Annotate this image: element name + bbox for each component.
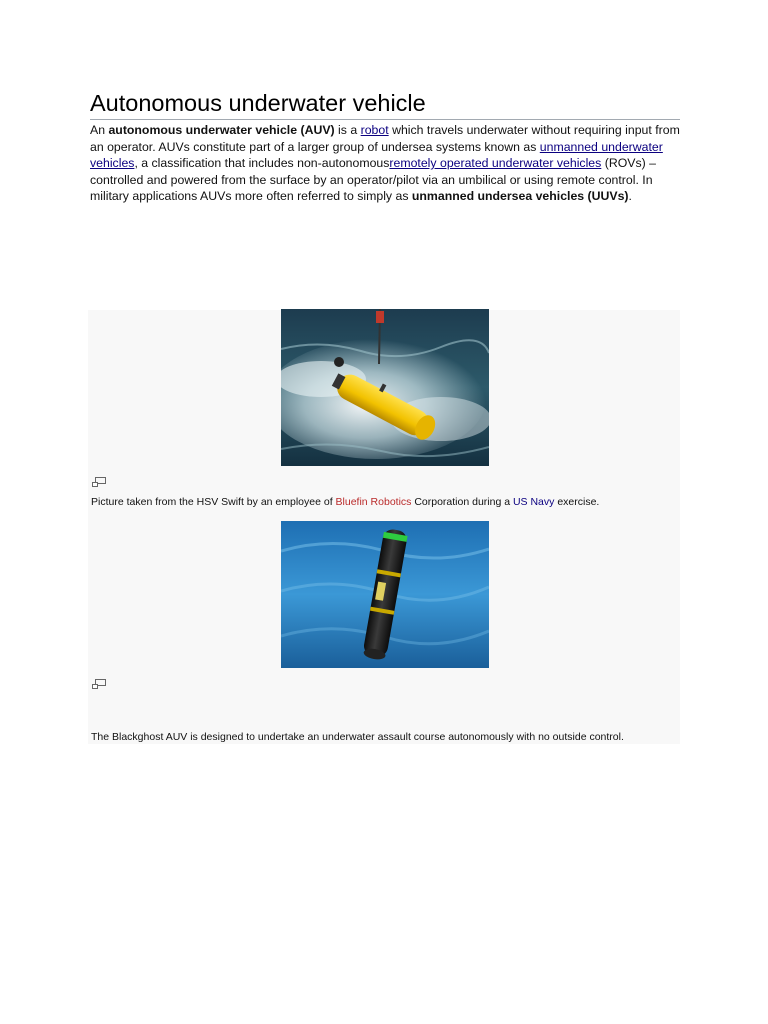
intro-bold-uuv: unmanned undersea vehicles (UUVs): [411, 189, 629, 204]
caption-bluefin: [91, 496, 676, 509]
link-unmanned-underwater-vehicles[interactable]: unmanned underwater vehicles: [90, 139, 663, 171]
article: [90, 88, 680, 205]
link-us-navy[interactable]: US Navy: [512, 496, 555, 508]
link-bluefin-robotics[interactable]: Bluefin Robotics: [335, 496, 412, 508]
intro-text: .: [628, 189, 632, 204]
auv-photo-bluefin[interactable]: [281, 309, 489, 466]
caption-text: exercise.: [554, 496, 600, 508]
magnify-clip-icon[interactable]: [92, 477, 106, 487]
caption-text: Picture taken from the HSV Swift by an employee of: [91, 496, 336, 508]
caption-text: Corporation during a: [411, 496, 513, 508]
intro-paragraph: [90, 122, 680, 205]
auv-photo-blackghost[interactable]: [281, 521, 489, 668]
intro-bold-auv: autonomous underwater vehicle (AUV): [108, 123, 335, 137]
link-robot[interactable]: robot: [360, 123, 389, 137]
link-remotely-operated-vehicles[interactable]: remotely operated underwater vehicles: [389, 156, 602, 171]
intro-text: An: [90, 123, 109, 137]
magnify-clip-icon[interactable]: [92, 679, 106, 689]
page-title: Autonomous underwater vehicle: [90, 88, 680, 120]
caption-blackghost: The Blackghost AUV is designed to undertake an underwater assault course autonomously with no outside control.: [91, 731, 624, 743]
intro-text: , a classification that includes non-autonomous: [134, 156, 390, 171]
intro-text: is a: [334, 123, 361, 137]
image-gallery: [88, 310, 680, 744]
intro-text: which travels underwater without requiring input from an operator. AUVs constitute part of a larger group of undersea systems known as: [90, 123, 680, 154]
intro-text: (ROVs) – controlled and powered from the surface by an operator/pilot via an umbilical or using remote control. In military applications AUVs more often referred to simply as: [90, 156, 656, 204]
